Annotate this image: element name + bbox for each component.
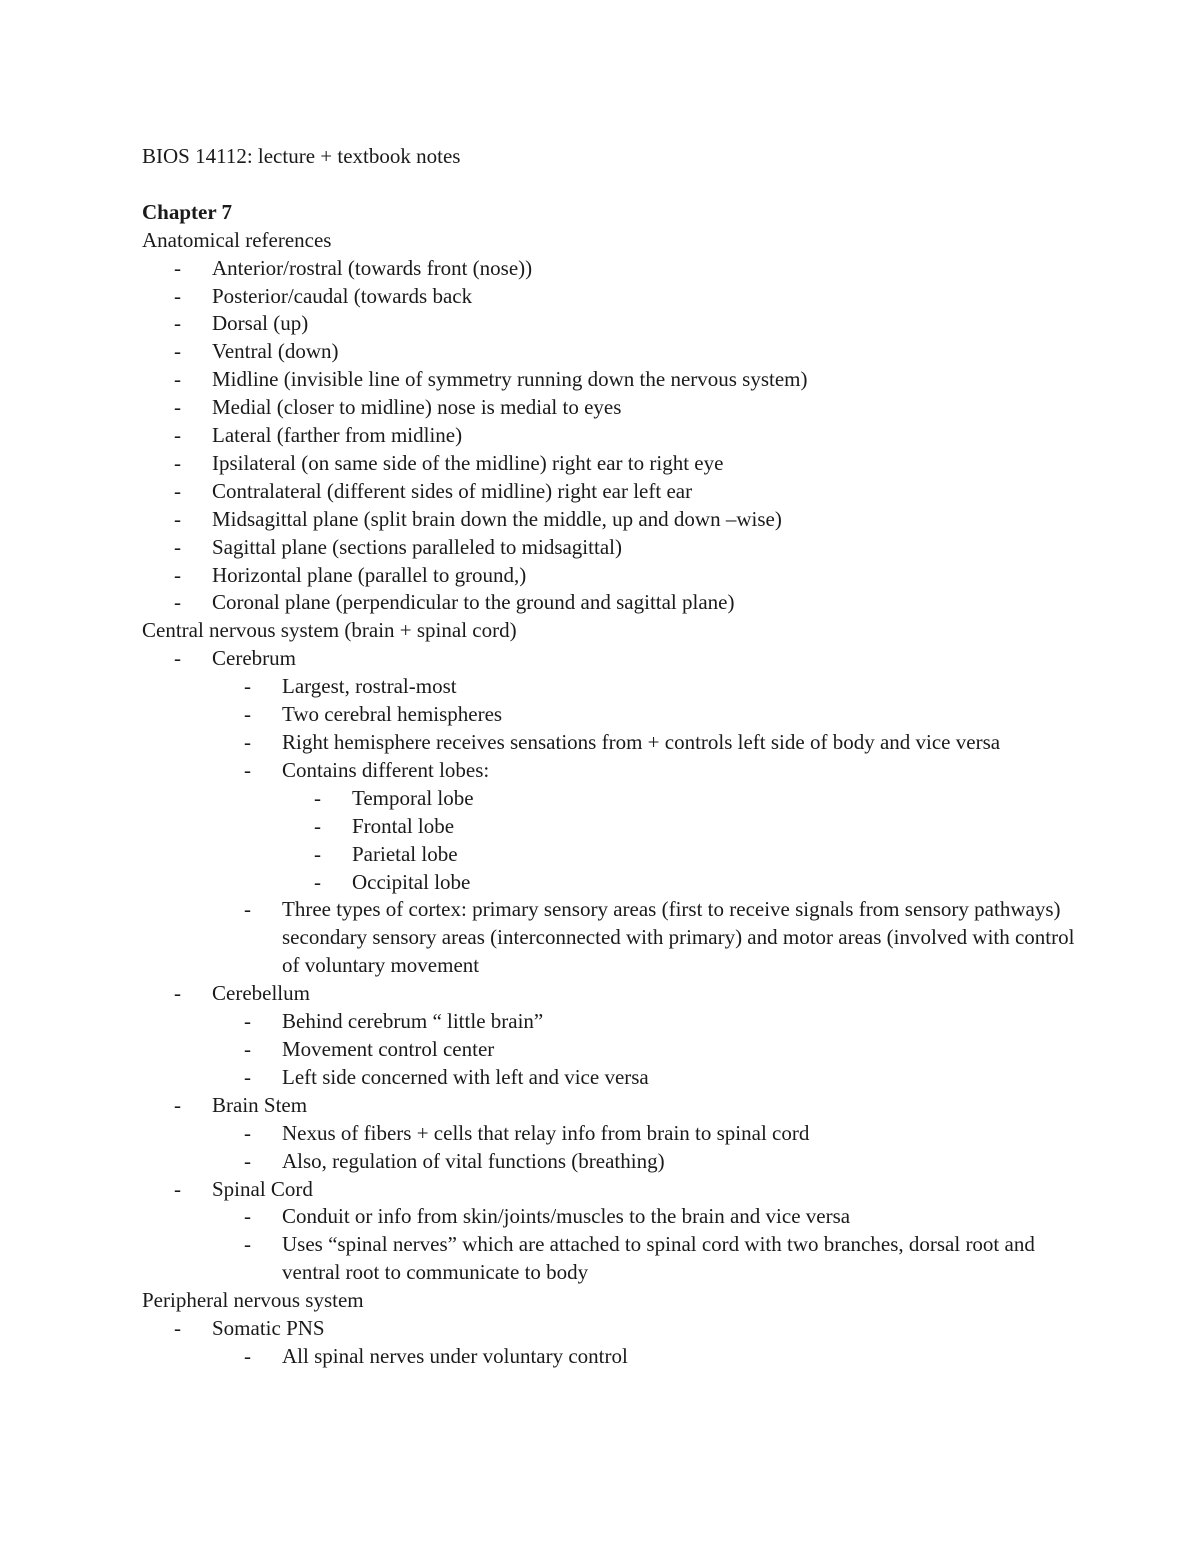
bullet-dash: - [174, 534, 181, 559]
list-item-text: Medial (closer to midline) nose is medial to eyes [212, 395, 622, 420]
list-item [142, 338, 1082, 366]
list-item-text: Sagittal plane (sections paralleled to midsagittal) [212, 534, 622, 559]
list-item [142, 562, 1082, 590]
list-item-text: Movement control center [282, 1036, 495, 1061]
bullet-dash: - [174, 590, 181, 615]
list-item-text: Posterior/caudal (towards back [212, 283, 473, 308]
list-item [212, 1203, 1082, 1231]
anatomical-list [142, 255, 1082, 618]
list-item-text: Conduit or info from skin/joints/muscles to the brain and vice versa [282, 1204, 851, 1229]
bullet-dash: - [174, 646, 181, 671]
bullet-dash: - [174, 395, 181, 420]
bullet-dash: - [174, 562, 181, 587]
bullet-dash: - [174, 1316, 181, 1341]
list-item [212, 1343, 1082, 1371]
bullet-dash: - [244, 1009, 251, 1034]
bullet-dash: - [174, 506, 181, 531]
cns-list [142, 645, 1082, 1287]
lobes-sublist [282, 785, 1082, 897]
list-item [212, 1148, 1082, 1176]
list-item-text: Horizontal plane (parallel to ground,) [212, 562, 527, 587]
bullet-dash: - [244, 702, 251, 727]
bullet-dash: - [244, 1036, 251, 1061]
bullet-dash: - [174, 450, 181, 475]
list-item-text: Uses “spinal nerves” which are attached to spinal cord with two branches, dorsal root and ventral root to communicate to body [282, 1232, 1035, 1285]
list-item [212, 1064, 1082, 1092]
bullet-dash: - [314, 785, 321, 810]
bullet-dash: - [314, 841, 321, 866]
bullet-dash: - [244, 1204, 251, 1229]
bullet-dash: - [174, 478, 181, 503]
list-item-cerebrum [142, 645, 1082, 980]
bullet-dash: - [174, 339, 181, 364]
list-item-text: Temporal lobe [352, 785, 474, 810]
list-item [212, 1036, 1082, 1064]
list-item-text: Nexus of fibers + cells that relay info from brain to spinal cord [282, 1120, 810, 1145]
list-item-text: Ipsilateral (on same side of the midline) right ear to right eye [212, 450, 724, 475]
list-item [142, 534, 1082, 562]
list-item-spinal-cord [142, 1176, 1082, 1288]
list-item-text: Lateral (farther from midline) [212, 423, 463, 448]
list-item [212, 1120, 1082, 1148]
list-item-text: Left side concerned with left and vice versa [282, 1064, 649, 1089]
list-item [212, 673, 1082, 701]
list-item [212, 729, 1082, 757]
list-item [212, 1008, 1082, 1036]
bullet-dash: - [174, 367, 181, 392]
bullet-dash: - [244, 1343, 251, 1368]
list-item [282, 813, 1082, 841]
list-item-text: Anterior/rostral (towards front (nose)) [212, 255, 533, 280]
bullet-dash: - [244, 757, 251, 782]
list-item [142, 589, 1082, 617]
list-item-text: Cerebellum [212, 981, 310, 1006]
list-item-text: Midsagittal plane (split brain down the middle, up and down –wise) [212, 506, 782, 531]
list-item [212, 896, 1082, 980]
list-item-text: Parietal lobe [352, 841, 458, 866]
list-item [142, 394, 1082, 422]
list-item [212, 757, 1082, 897]
list-item-text: Right hemisphere receives sensations from + controls left side of body and vice versa [282, 730, 1001, 755]
bullet-dash: - [174, 255, 181, 280]
list-item [142, 450, 1082, 478]
list-item [142, 255, 1082, 283]
spinal-cord-sublist [212, 1203, 1082, 1287]
list-item-text: Contains different lobes: [282, 757, 490, 782]
list-item-text: Cerebrum [212, 646, 296, 671]
document-body [142, 143, 1082, 1371]
bullet-dash: - [244, 1064, 251, 1089]
list-item [212, 1231, 1082, 1287]
list-item [282, 785, 1082, 813]
list-item-text: Behind cerebrum “ little brain” [282, 1009, 544, 1034]
pns-list [142, 1315, 1082, 1371]
list-item-text: All spinal nerves under voluntary control [282, 1343, 628, 1368]
list-item [212, 701, 1082, 729]
bullet-dash: - [174, 1092, 181, 1117]
list-item [142, 366, 1082, 394]
list-item [142, 478, 1082, 506]
bullet-dash: - [174, 981, 181, 1006]
list-item [142, 283, 1082, 311]
list-item-cerebellum [142, 980, 1082, 1092]
list-item-somatic-pns [142, 1315, 1082, 1371]
section-heading-cns: Central nervous system (brain + spinal cord) [142, 618, 517, 643]
chapter-heading: Chapter 7 [142, 199, 233, 224]
list-item-text: Coronal plane (perpendicular to the ground and sagittal plane) [212, 590, 735, 615]
list-item-text: Largest, rostral-most [282, 674, 457, 699]
list-item [142, 506, 1082, 534]
bullet-dash: - [244, 674, 251, 699]
bullet-dash: - [314, 869, 321, 894]
list-item-text: Contralateral (different sides of midline) right ear left ear [212, 478, 693, 503]
blank-line [142, 171, 1082, 199]
section-heading-anatomical: Anatomical references [142, 227, 332, 252]
list-item-text: Spinal Cord [212, 1176, 313, 1201]
bullet-dash: - [244, 1232, 251, 1257]
bullet-dash: - [244, 1120, 251, 1145]
somatic-sublist [212, 1343, 1082, 1371]
bullet-dash: - [174, 283, 181, 308]
list-item [142, 310, 1082, 338]
bullet-dash: - [244, 730, 251, 755]
list-item-brain-stem [142, 1092, 1082, 1176]
list-item-text: Dorsal (up) [212, 311, 309, 336]
bullet-dash: - [244, 897, 251, 922]
cerebrum-sublist [212, 673, 1082, 980]
list-item [282, 841, 1082, 869]
list-item-text: Frontal lobe [352, 813, 455, 838]
bullet-dash: - [174, 311, 181, 336]
list-item-text: Two cerebral hemispheres [282, 702, 503, 727]
document-title: BIOS 14112: lecture + textbook notes [142, 144, 461, 168]
list-item-text: Midline (invisible line of symmetry running down the nervous system) [212, 367, 808, 392]
bullet-dash: - [244, 1148, 251, 1173]
cerebellum-sublist [212, 1008, 1082, 1092]
list-item-text: Also, regulation of vital functions (breathing) [282, 1148, 665, 1173]
list-item-text: Brain Stem [212, 1092, 308, 1117]
list-item-text: Three types of cortex: primary sensory areas (first to receive signals from sensory pathways) secondary sensory areas (interconnected with primary) and motor areas (involved with control of voluntary movement [282, 897, 1075, 978]
list-item [282, 869, 1082, 897]
bullet-dash: - [314, 813, 321, 838]
section-heading-pns: Peripheral nervous system [142, 1288, 364, 1313]
list-item-text: Somatic PNS [212, 1316, 325, 1341]
bullet-dash: - [174, 423, 181, 448]
list-item [142, 422, 1082, 450]
bullet-dash: - [174, 1176, 181, 1201]
list-item-text: Occipital lobe [352, 869, 471, 894]
list-item-text: Ventral (down) [212, 339, 339, 364]
brain-stem-sublist [212, 1120, 1082, 1176]
